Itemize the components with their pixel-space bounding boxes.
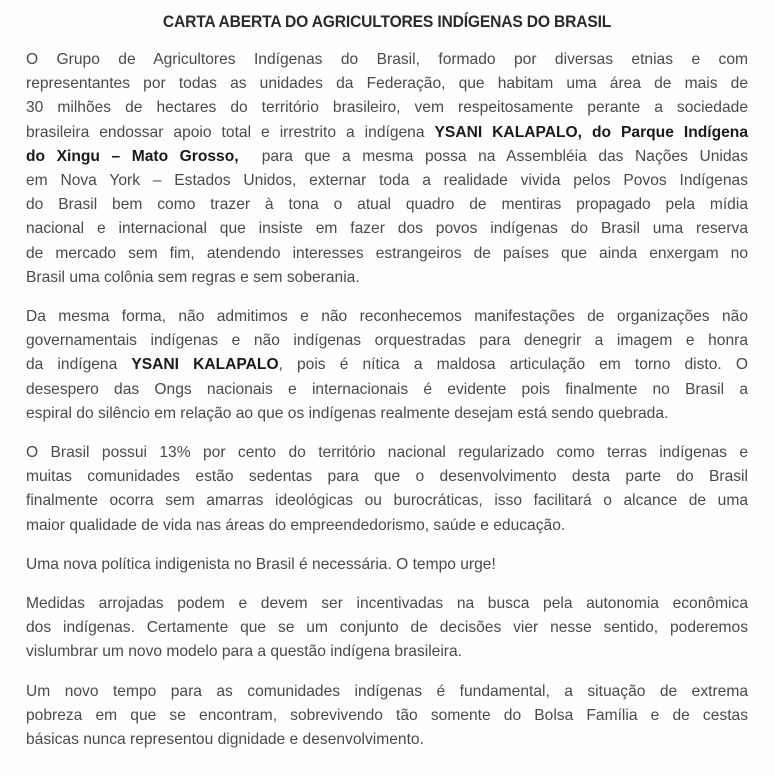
body-text: muitas comunidades estão sedentas para que o desenvolvimento desta parte do Brasil xyxy=(26,468,748,486)
text-line xyxy=(26,48,748,72)
document-paragraph xyxy=(26,305,748,426)
body-text: governamentais indígenas e não indígenas orquestradas para denegrir a imagem e honra xyxy=(26,332,748,350)
text-line xyxy=(26,553,748,577)
bold-name-text: do Xingu – Mato Grosso, xyxy=(26,147,239,165)
bold-name-text: YSANI KALAPALO xyxy=(131,356,279,374)
text-line xyxy=(26,121,748,145)
body-text: dos indígenas. Certamente que se um conjunto de decisões vier nesse sentido, poderemos xyxy=(26,619,748,637)
body-text: nacional e internacional que insiste em fazer dos povos indígenas do Brasil uma reserva xyxy=(26,220,748,238)
body-text: espiral do silêncio em relação ao que os indígenas realmente desejam está sendo quebrada. xyxy=(26,404,669,422)
body-text: pobreza em que se encontram, sobrevivendo tão somente do Bolsa Família e de cestas xyxy=(26,706,748,724)
text-line xyxy=(26,704,748,728)
body-text: do Brasil bem como trazer à tona o atual quadro de mentiras propagado pela mídia xyxy=(26,196,748,214)
text-line xyxy=(26,305,748,329)
text-line xyxy=(26,489,748,513)
text-line xyxy=(26,402,748,426)
body-text: Um novo tempo para as comunidades indígenas é fundamental, a situação de extrema xyxy=(26,682,748,700)
body-text: O Grupo de Agricultores Indígenas do Brasil, formado por diversas etnias e com xyxy=(26,51,748,68)
document-paragraph xyxy=(26,48,748,290)
body-text: , pois é nítica a maldosa articulação em torno disto. O xyxy=(278,356,748,374)
body-text: brasileira endossar apoio total e irrestrito a indígena xyxy=(26,123,435,141)
text-line xyxy=(26,592,748,616)
body-text: Da mesma forma, não admitimos e não reconhecemos manifestações de organizações não xyxy=(26,308,748,326)
text-line xyxy=(26,640,748,664)
document-body xyxy=(26,48,748,767)
body-text: representantes por todas as unidades da Federação, que habitam uma área de mais de xyxy=(26,75,748,93)
body-text: desespero das Ongs nacionais e internacionais é evidente pois finalmente no Brasil a xyxy=(26,380,748,398)
text-line xyxy=(26,353,748,377)
text-line xyxy=(26,465,748,489)
text-line xyxy=(26,441,748,465)
body-text: O Brasil possui 13% por cento do território nacional regularizado como terras indígenas e xyxy=(26,444,748,462)
body-text: da indígena xyxy=(26,356,132,374)
document-paragraph xyxy=(26,441,748,538)
body-text: de mercado sem fim, atendendo interesses estrangeiros de países que ainda enxergam no xyxy=(26,244,748,262)
body-text: 30 milhões de hectares do território brasileiro, vem respeitosamente perante a sociedade xyxy=(26,99,748,117)
text-line xyxy=(26,193,748,217)
text-line xyxy=(26,680,748,704)
body-text: Uma nova política indigenista no Brasil é necessária. O tempo urge! xyxy=(26,555,496,573)
text-line xyxy=(26,378,748,402)
body-text: maior qualidade de vida nas áreas do empreendedorismo, saúde e educação. xyxy=(26,516,566,534)
text-line xyxy=(26,72,748,96)
body-text: básicas nunca representou dignidade e desenvolvimento. xyxy=(26,731,424,749)
document-paragraph xyxy=(26,592,748,665)
text-line xyxy=(26,96,748,120)
text-line xyxy=(26,242,748,266)
document-title: CARTA ABERTA DO AGRICULTORES INDÍGENAS DO BRASIL xyxy=(162,12,612,31)
text-line xyxy=(26,169,748,193)
text-line xyxy=(26,145,748,169)
text-line xyxy=(26,616,748,640)
body-text: para que a mesma possa na Assembléia das Nações Unidas xyxy=(238,147,748,165)
body-text: finalmente ocorra sem amarras ideológicas ou burocráticas, isso facilitará o alcance de uma xyxy=(26,492,748,510)
text-line xyxy=(26,217,748,241)
document-paragraph xyxy=(26,553,748,577)
text-line xyxy=(26,514,748,538)
text-line xyxy=(26,266,748,290)
body-text: Medidas arrojadas podem e devem ser incentivadas na busca pela autonomia econômica xyxy=(26,595,748,613)
body-text: Brasil uma colônia sem regras e sem soberania. xyxy=(26,268,360,286)
text-line xyxy=(26,728,748,752)
document-paragraph xyxy=(26,680,748,753)
body-text: em Nova York – Estados Unidos, externar toda a realidade vivida pelos Povos Indígenas xyxy=(26,172,748,190)
bold-name-text: YSANI KALAPALO, do Parque Indígena xyxy=(434,123,748,141)
body-text: vislumbrar um novo modelo para a questão indígena brasileira. xyxy=(26,643,463,661)
text-line xyxy=(26,329,748,353)
